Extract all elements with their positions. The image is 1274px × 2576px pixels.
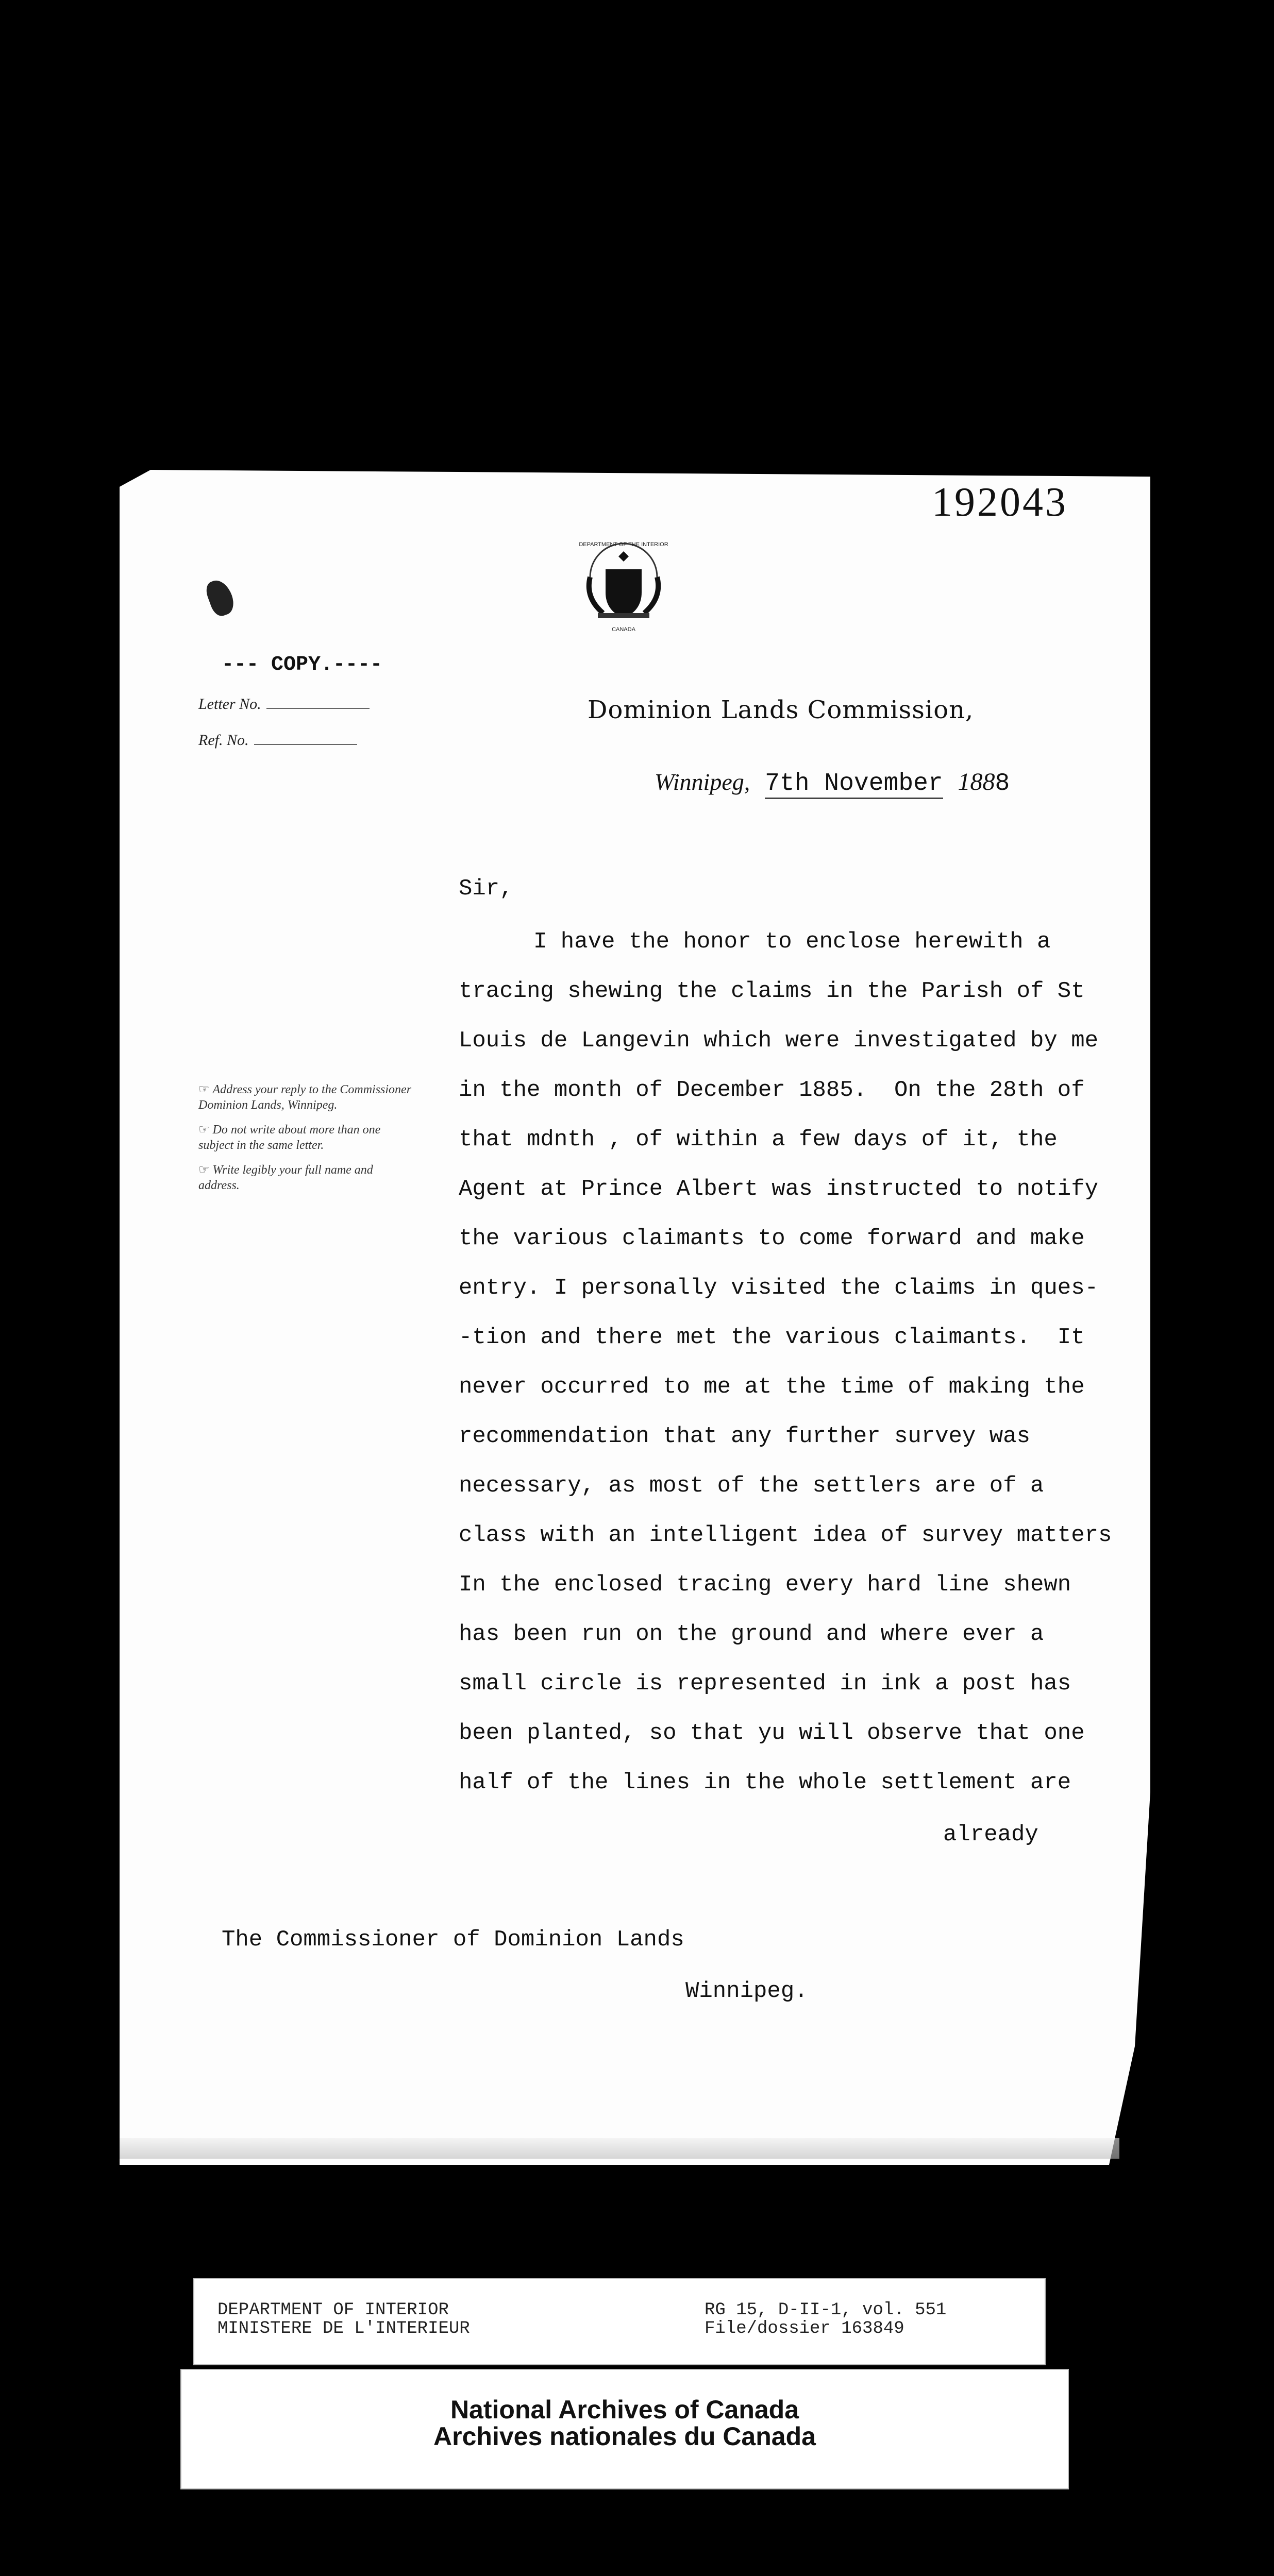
margin-note: ☞ Address your reply to the Commissioner Dominion Lands, Winnipeg. (198, 1083, 412, 1112)
reference-number: 192043 (932, 480, 1068, 525)
ref-no-line (254, 734, 357, 745)
body-line: I have the honor to enclose herewith a (533, 929, 1051, 955)
letter-no-label: Letter No. (198, 696, 261, 713)
department-text (217, 2301, 470, 2338)
margin-note: ☞ Write legibly your full name and address. (198, 1163, 373, 1192)
ref-no-field (198, 732, 357, 749)
department-en: DEPARTMENT OF INTERIOR (217, 2300, 449, 2320)
page-edge-shadow (120, 2138, 1119, 2159)
body-line: -tion and there met the various claimants. It (459, 1325, 1085, 1350)
dateline-date: 7th November (765, 770, 943, 799)
pointing-hand-icon: ☞ (198, 1123, 210, 1137)
crest-icon (575, 531, 673, 639)
letter-no-field (198, 696, 370, 713)
continuation-word: already (943, 1822, 1038, 1848)
body-line: In the enclosed tracing every hard line shewn (459, 1572, 1071, 1598)
letter-body (459, 917, 1112, 1807)
department-fr: MINISTERE DE L'INTERIEUR (217, 2319, 470, 2338)
body-line: Agent at Prince Albert was instructed to notify (459, 1176, 1099, 1202)
crest-top-text: DEPARTMENT OF THE INTERIOR (579, 541, 668, 548)
dateline (655, 768, 1010, 799)
body-line: necessary, as most of the settlers are of a (459, 1473, 1044, 1499)
body-line: has been run on the ground and where ever a (459, 1621, 1044, 1647)
body-line: that mdnth , of within a few days of it, the (459, 1127, 1058, 1153)
body-line: Louis de Langevin which were investigated by me (459, 1028, 1099, 1054)
file-reference (705, 2301, 946, 2338)
body-line: class with an intelligent idea of survey matters (459, 1522, 1112, 1548)
ref-no-label: Ref. No. (198, 732, 249, 749)
dateline-year-suffix: 8 (995, 770, 1010, 798)
body-line: small circle is represented in ink a post has (459, 1671, 1071, 1697)
dateline-city: Winnipeg, (655, 769, 750, 795)
addressee-city: Winnipeg. (685, 1978, 808, 2004)
body-line: been planted, so that yu will observe that one (459, 1720, 1085, 1746)
record-group: RG 15, D-II-1, vol. 551 (705, 2300, 947, 2320)
dateline-year-prefix: 188 (958, 768, 995, 795)
body-line: tracing shewing the claims in the Parish of St (459, 978, 1085, 1004)
body-line: entry. I personally visited the claims in ques- (459, 1275, 1099, 1301)
crest-bottom-text: CANADA (612, 626, 635, 633)
copy-label: --- COPY.---- (222, 653, 383, 676)
archive-name-label (180, 2369, 1069, 2489)
margin-notes (198, 1082, 415, 1202)
letterhead-title: Dominion Lands Commission, (588, 696, 974, 724)
body-line: in the month of December 1885. On the 28th of (459, 1077, 1085, 1103)
letter-no-line (266, 698, 370, 709)
archive-reference-label (193, 2278, 1046, 2365)
pointing-hand-icon: ☞ (198, 1163, 210, 1177)
addressee: The Commissioner of Dominion Lands (222, 1927, 684, 1953)
margin-note: ☞ Do not write about more than one subject in the same letter. (198, 1123, 381, 1152)
body-line: the various claimants to come forward and make (459, 1226, 1085, 1251)
body-line: recommendation that any further survey was (459, 1423, 1030, 1449)
salutation: Sir, (459, 876, 513, 902)
pointing-hand-icon: ☞ (198, 1083, 210, 1096)
body-line: half of the lines in the whole settlement are (459, 1770, 1071, 1795)
body-line: never occurred to me at the time of making the (459, 1374, 1085, 1400)
archive-name-en: National Archives of Canada (450, 2395, 799, 2424)
archive-name-fr: Archives nationales du Canada (433, 2422, 816, 2451)
file-dossier: File/dossier 163849 (705, 2319, 904, 2338)
